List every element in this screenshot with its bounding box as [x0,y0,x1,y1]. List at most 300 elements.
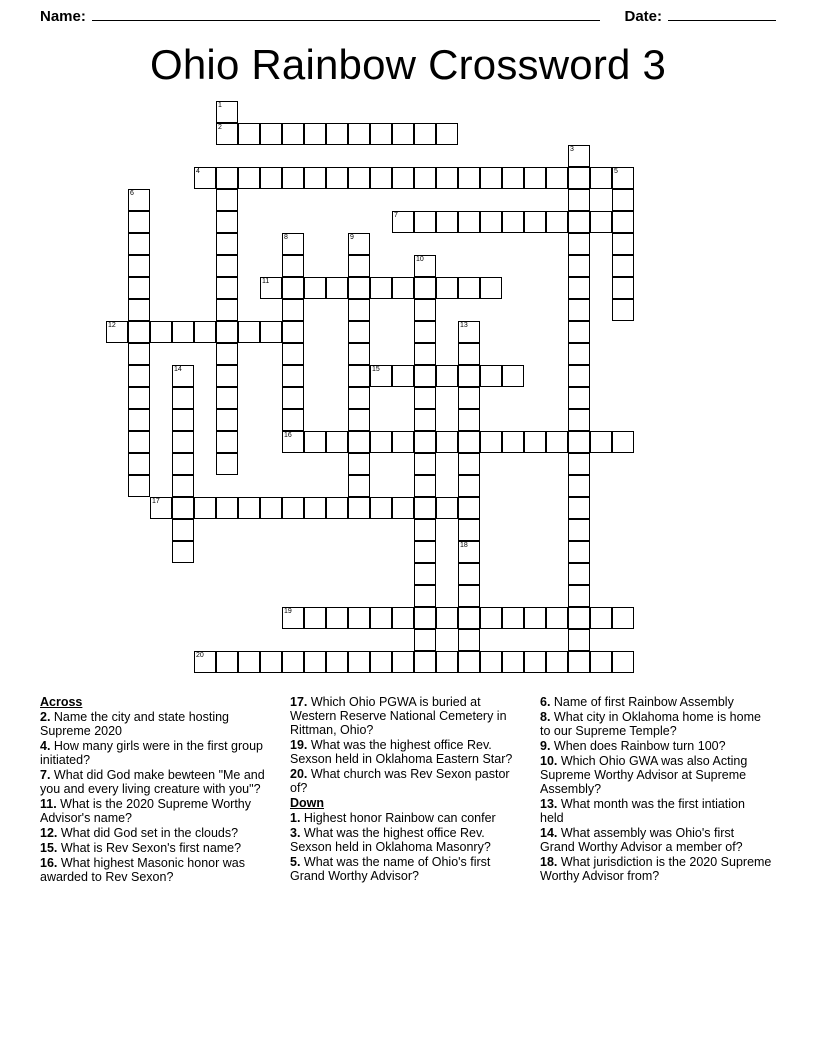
crossword-cell[interactable] [480,651,502,673]
clue-text: Highest honor Rainbow can confer [303,811,496,825]
crossword-cell[interactable] [282,277,304,299]
crossword-cell[interactable] [128,365,150,387]
crossword-cell[interactable] [216,431,238,453]
crossword-cell[interactable] [216,167,238,189]
crossword-cell[interactable] [304,651,326,673]
crossword-cell[interactable] [414,211,436,233]
cell-number: 14 [174,366,182,373]
crossword-cell[interactable] [568,145,590,167]
crossword-cell[interactable] [370,123,392,145]
clue-number: 3. [290,826,304,840]
crossword-cell[interactable] [524,431,546,453]
crossword-cell[interactable] [326,123,348,145]
crossword-cell[interactable] [150,321,172,343]
clue-text: What jurisdiction is the 2020 Supreme Worthy Advisor from? [540,855,772,883]
crossword-cell[interactable] [282,431,304,453]
crossword-cell[interactable] [348,167,370,189]
clue-text: When does Rainbow turn 100? [553,739,726,753]
crossword-cell[interactable] [524,211,546,233]
crossword-cell[interactable] [502,431,524,453]
clue-text: What is the 2020 Supreme Worthy Advisor's name? [40,797,252,825]
crossword-cell[interactable] [216,211,238,233]
crossword-cell[interactable] [414,387,436,409]
cell-number: 5 [614,168,618,175]
crossword-cell[interactable] [238,123,260,145]
cell-number: 12 [108,322,116,329]
crossword-cell[interactable] [370,277,392,299]
crossword-cell[interactable] [216,189,238,211]
crossword-cell[interactable] [568,497,590,519]
crossword-cell[interactable] [568,233,590,255]
crossword-cell[interactable] [128,431,150,453]
crossword-cell[interactable] [436,365,458,387]
crossword-cell[interactable] [568,607,590,629]
crossword-cell[interactable] [436,123,458,145]
crossword-cell[interactable] [568,563,590,585]
crossword-cell[interactable] [326,651,348,673]
clue-number: 15. [40,841,61,855]
crossword-cell[interactable] [414,541,436,563]
crossword-cell[interactable] [194,651,216,673]
crossword-cell[interactable] [568,409,590,431]
crossword-cell[interactable] [546,431,568,453]
crossword-cell[interactable] [238,651,260,673]
clue-across-15 [40,841,272,855]
crossword-cell[interactable] [304,123,326,145]
crossword-cell[interactable] [590,431,612,453]
crossword-cell[interactable] [436,431,458,453]
crossword-cell[interactable] [348,651,370,673]
crossword-cell[interactable] [260,651,282,673]
crossword-cell[interactable] [282,123,304,145]
crossword-cell[interactable] [348,365,370,387]
crossword-cell[interactable] [590,211,612,233]
crossword-cell[interactable] [282,233,304,255]
clue-number: 19. [290,738,311,752]
crossword-cell[interactable] [414,365,436,387]
clue-number: 17. [290,695,311,709]
clue-number: 7. [40,768,54,782]
crossword-cell[interactable] [172,431,194,453]
clue-number: 4. [40,739,54,753]
crossword-cell[interactable] [216,343,238,365]
crossword-cell[interactable] [480,277,502,299]
crossword-cell[interactable] [282,497,304,519]
clue-across-2 [40,710,272,738]
crossword-cell[interactable] [370,497,392,519]
crossword-cell[interactable] [348,431,370,453]
crossword-cell[interactable] [348,343,370,365]
crossword-cell[interactable] [392,607,414,629]
clue-number: 10. [540,754,561,768]
crossword-cell[interactable] [304,607,326,629]
crossword-cell[interactable] [392,167,414,189]
crossword-cell[interactable] [612,299,634,321]
clue-text: How many girls were in the first group initiated? [40,739,264,767]
cell-number: 19 [284,608,292,615]
crossword-cell[interactable] [172,409,194,431]
crossword-cell[interactable] [524,651,546,673]
clue-across-7 [40,768,272,796]
crossword-cell[interactable] [480,431,502,453]
crossword-cell[interactable] [370,365,392,387]
clue-number: 18. [540,855,561,869]
cell-number: 17 [152,498,160,505]
crossword-cell[interactable] [612,233,634,255]
crossword-cell[interactable] [326,277,348,299]
crossword-cell[interactable] [282,299,304,321]
crossword-cell[interactable] [436,497,458,519]
crossword-cell[interactable] [216,651,238,673]
crossword-cell[interactable] [480,607,502,629]
date-write-line[interactable] [668,9,776,21]
cell-number: 7 [394,212,398,219]
crossword-cell[interactable] [414,497,436,519]
crossword-cell[interactable] [612,189,634,211]
crossword-cell[interactable] [590,651,612,673]
crossword-cell[interactable] [458,321,480,343]
crossword-cell[interactable] [216,233,238,255]
crossword-cell[interactable] [348,497,370,519]
crossword-cell[interactable] [348,255,370,277]
crossword-cell[interactable] [348,123,370,145]
crossword-cell[interactable] [458,497,480,519]
crossword-cell[interactable] [458,409,480,431]
cell-number: 11 [262,278,270,285]
crossword-cell[interactable] [546,211,568,233]
crossword-cell[interactable] [612,167,634,189]
crossword-cell[interactable] [414,629,436,651]
cell-number: 13 [460,322,468,329]
clue-text: What church was Rev Sexon pastor of? [290,767,510,795]
clue-down-14 [540,826,772,854]
crossword-cell[interactable] [150,497,172,519]
crossword-cell[interactable] [568,167,590,189]
crossword-cell[interactable] [414,277,436,299]
crossword-cell[interactable] [260,123,282,145]
crossword-cell[interactable] [458,211,480,233]
crossword-cell[interactable] [502,607,524,629]
crossword-cell[interactable] [172,387,194,409]
clue-number: 1. [290,811,304,825]
cell-number: 15 [372,366,380,373]
crossword-cell[interactable] [172,453,194,475]
crossword-cell[interactable] [480,167,502,189]
crossword-cell[interactable] [568,453,590,475]
crossword-cell[interactable] [172,321,194,343]
crossword-cell[interactable] [612,431,634,453]
crossword-cell[interactable] [414,409,436,431]
crossword-cell[interactable] [216,277,238,299]
crossword-cell[interactable] [612,607,634,629]
crossword-cell[interactable] [238,167,260,189]
crossword-cell[interactable] [392,365,414,387]
crossword-cell[interactable] [128,321,150,343]
crossword-cell[interactable] [216,101,238,123]
crossword-cell[interactable] [414,299,436,321]
crossword-cell[interactable] [326,497,348,519]
crossword-cell[interactable] [348,299,370,321]
crossword-cell[interactable] [172,497,194,519]
crossword-cell[interactable] [414,519,436,541]
crossword-cell[interactable] [348,409,370,431]
crossword-cell[interactable] [414,321,436,343]
crossword-cell[interactable] [436,651,458,673]
crossword-cell[interactable] [392,651,414,673]
clue-number: 11. [40,797,61,811]
crossword-cell[interactable] [414,475,436,497]
crossword-cell[interactable] [568,629,590,651]
crossword-cell[interactable] [238,497,260,519]
crossword-cell[interactable] [216,409,238,431]
crossword-cell[interactable] [590,607,612,629]
crossword-cell[interactable] [304,431,326,453]
clue-number: 9. [540,739,554,753]
crossword-cell[interactable] [304,497,326,519]
crossword-cell[interactable] [414,431,436,453]
crossword-cell[interactable] [568,541,590,563]
crossword-cell[interactable] [348,233,370,255]
crossword-cell[interactable] [282,321,304,343]
crossword-cell[interactable] [128,211,150,233]
crossword-cell[interactable] [128,387,150,409]
cell-number: 3 [570,146,574,153]
crossword-cell[interactable] [480,211,502,233]
crossword-cell[interactable] [546,607,568,629]
crossword-cell[interactable] [216,299,238,321]
crossword-cell[interactable] [326,167,348,189]
crossword-cell[interactable] [392,211,414,233]
clue-across-16 [40,856,272,884]
clue-down-1 [290,811,522,825]
crossword-cell[interactable] [128,189,150,211]
crossword-cell[interactable] [128,277,150,299]
crossword-cell[interactable] [348,321,370,343]
crossword-cell[interactable] [216,497,238,519]
crossword-cell[interactable] [568,277,590,299]
crossword-cell[interactable] [524,607,546,629]
crossword-cell[interactable] [282,255,304,277]
crossword-cell[interactable] [458,629,480,651]
clue-text: Which Ohio PGWA is buried at Western Reserve National Cemetery in Rittman, Ohio? [290,695,507,737]
crossword-cell[interactable] [304,167,326,189]
cell-number: 2 [218,124,222,131]
crossword-cell[interactable] [194,167,216,189]
crossword-cell[interactable] [458,563,480,585]
crossword-cell[interactable] [458,453,480,475]
clue-down-6 [540,695,772,709]
crossword-cell[interactable] [348,277,370,299]
clue-number: 6. [540,695,554,709]
crossword-cell[interactable] [392,123,414,145]
date-label: Date: [624,8,662,25]
crossword-cell[interactable] [458,431,480,453]
crossword-cell[interactable] [568,343,590,365]
crossword-cell[interactable] [546,167,568,189]
crossword-cell[interactable] [458,365,480,387]
crossword-cell[interactable] [282,651,304,673]
clue-text: Name the city and state hosting Supreme 2020 [40,710,230,738]
crossword-cell[interactable] [282,365,304,387]
crossword-cell[interactable] [260,497,282,519]
crossword-cell[interactable] [458,519,480,541]
crossword-cell[interactable] [568,519,590,541]
crossword-cell[interactable] [414,585,436,607]
crossword-cell[interactable] [568,585,590,607]
crossword-cell[interactable] [172,541,194,563]
crossword-cell[interactable] [282,167,304,189]
crossword-cell[interactable] [436,607,458,629]
crossword-cell[interactable] [458,651,480,673]
cell-number: 6 [130,190,134,197]
crossword-cell[interactable] [304,277,326,299]
crossword-cell[interactable] [392,497,414,519]
clue-number: 20. [290,767,311,781]
name-write-line[interactable] [92,9,601,21]
clue-column-1 [40,695,272,885]
crossword-cell[interactable] [128,299,150,321]
crossword-cell[interactable] [458,343,480,365]
crossword-cell[interactable] [524,167,546,189]
crossword-cell[interactable] [568,475,590,497]
crossword-cell[interactable] [414,651,436,673]
crossword-cell[interactable] [348,607,370,629]
crossword-cell[interactable] [348,453,370,475]
crossword-cell[interactable] [568,255,590,277]
crossword-cell[interactable] [568,321,590,343]
crossword-cell[interactable] [568,387,590,409]
crossword-cell[interactable] [370,167,392,189]
crossword-cell[interactable] [172,475,194,497]
crossword-cell[interactable] [392,431,414,453]
clue-text: What did God set in the clouds? [60,826,239,840]
crossword-cell[interactable] [414,607,436,629]
crossword-cell[interactable] [480,365,502,387]
crossword-cell[interactable] [348,475,370,497]
crossword-cell[interactable] [502,167,524,189]
crossword-cell[interactable] [128,409,150,431]
crossword-cell[interactable] [128,255,150,277]
crossword-cell[interactable] [370,431,392,453]
crossword-cell[interactable] [282,409,304,431]
clue-text: Which Ohio GWA was also Acting Supreme Worthy Advisor at Supreme Assembly? [540,754,748,796]
clue-number: 14. [540,826,561,840]
clue-down-3 [290,826,522,854]
cell-number: 8 [284,234,288,241]
down-heading: Down [290,796,325,810]
crossword-grid[interactable] [40,101,776,701]
crossword-cell[interactable] [260,167,282,189]
crossword-cell[interactable] [326,431,348,453]
cell-number: 18 [460,542,468,549]
crossword-cell[interactable] [128,453,150,475]
crossword-cell[interactable] [414,167,436,189]
crossword-cell[interactable] [348,387,370,409]
crossword-cell[interactable] [128,475,150,497]
crossword-cell[interactable] [458,167,480,189]
clue-text: What did God make bewteen "Me and you and every living creature with you"? [40,768,265,796]
crossword-cell[interactable] [282,343,304,365]
clue-down-18 [540,855,772,883]
clue-number: 8. [540,710,554,724]
crossword-cell[interactable] [502,211,524,233]
crossword-cell[interactable] [458,277,480,299]
crossword-cell[interactable] [194,321,216,343]
crossword-cell[interactable] [282,387,304,409]
crossword-cell[interactable] [370,607,392,629]
crossword-cell[interactable] [216,453,238,475]
crossword-cell[interactable] [216,255,238,277]
crossword-cell[interactable] [238,321,260,343]
crossword-cell[interactable] [172,519,194,541]
crossword-cell[interactable] [546,651,568,673]
crossword-cell[interactable] [590,167,612,189]
crossword-cell[interactable] [568,211,590,233]
crossword-cell[interactable] [458,387,480,409]
crossword-cell[interactable] [216,365,238,387]
crossword-cell[interactable] [260,321,282,343]
crossword-cell[interactable] [216,321,238,343]
crossword-cell[interactable] [458,475,480,497]
crossword-cell[interactable] [414,563,436,585]
crossword-cell[interactable] [612,277,634,299]
crossword-cell[interactable] [216,123,238,145]
crossword-cell[interactable] [568,431,590,453]
crossword-cell[interactable] [436,167,458,189]
clue-text: What city in Oklahoma home is home to our Supreme Temple? [540,710,761,738]
clue-down-10 [540,754,772,796]
page-title: Ohio Rainbow Crossword 3 [149,41,667,88]
crossword-cell[interactable] [502,651,524,673]
clue-text: What was the highest office Rev. Sexson held in Oklahoma Eastern Star? [290,738,513,766]
crossword-cell[interactable] [436,211,458,233]
crossword-cell[interactable] [414,123,436,145]
crossword-cell[interactable] [568,365,590,387]
crossword-cell[interactable] [568,189,590,211]
crossword-cell[interactable] [414,343,436,365]
crossword-cell[interactable] [568,299,590,321]
crossword-cell[interactable] [612,651,634,673]
clues-section [40,695,776,885]
crossword-cell[interactable] [326,607,348,629]
crossword-cell[interactable] [612,211,634,233]
crossword-cell[interactable] [612,255,634,277]
crossword-cell[interactable] [502,365,524,387]
crossword-cell[interactable] [128,343,150,365]
crossword-cell[interactable] [458,585,480,607]
crossword-cell[interactable] [458,541,480,563]
crossword-cell[interactable] [370,651,392,673]
clue-across-12 [40,826,272,840]
crossword-cell[interactable] [172,365,194,387]
crossword-cell[interactable] [414,453,436,475]
clue-number: 5. [290,855,304,869]
crossword-cell[interactable] [568,651,590,673]
crossword-cell[interactable] [128,233,150,255]
crossword-cell[interactable] [458,607,480,629]
crossword-cell[interactable] [260,277,282,299]
crossword-cell[interactable] [106,321,128,343]
crossword-cell[interactable] [392,277,414,299]
crossword-cell[interactable] [436,277,458,299]
clue-text: What month was the first intiation held [540,797,745,825]
crossword-cell[interactable] [282,607,304,629]
cell-number: 9 [350,234,354,241]
crossword-cell[interactable] [414,255,436,277]
crossword-cell[interactable] [216,387,238,409]
clue-down-5 [290,855,522,883]
crossword-cell[interactable] [194,497,216,519]
